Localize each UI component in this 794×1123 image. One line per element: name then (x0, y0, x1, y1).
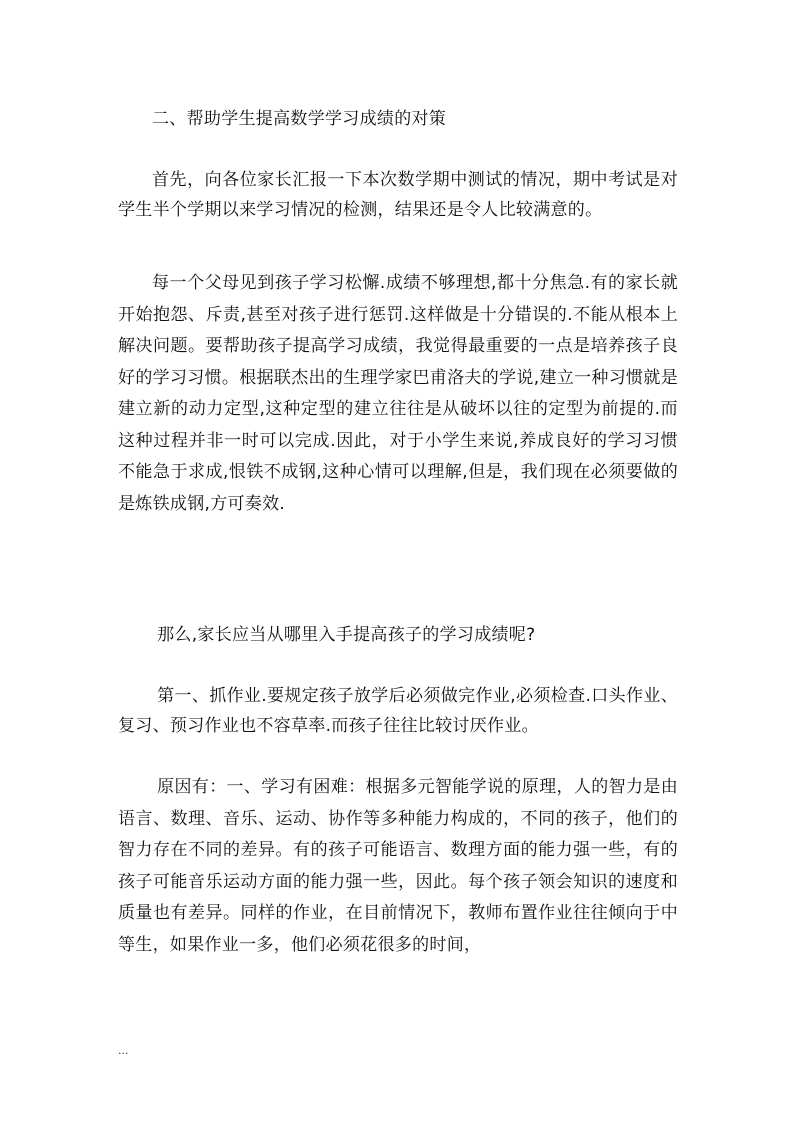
continuation-mark: ... (118, 1044, 129, 1057)
paragraph-habits: 每一个父母见到孩子学习松懈.成绩不够理想,都十分焦急.有的家长就开始抱怨、斥责,甚至对孩子进行惩罚.这样做是十分错误的.不能从根本上解决问题。要帮助孩子提高学习成绩，我觉得最重要的一点是培养孩子良好的学习习惯。根据联杰出的生理学家巴甫洛夫的学说,建立一种习惯就是建立新的动力定型,这种定型的建立往往是从破坏以往的定型为前提的.而这种过程并非一时可以完成.因此，对于小学生来说,养成良好的学习习惯不能急于求成,恨铁不成钢,这种心情可以理解,但是，我们现在必须要做的是炼铁成钢,方可奏效. (118, 273, 678, 514)
paragraph-intro: 首先，向各位家长汇报一下本次数学期中测试的情况，期中考试是对学生半个学期以来学习情况的检测，结果还是令人比较满意的。 (118, 170, 678, 220)
section-heading: 二、帮助学生提高数学学习成绩的对策 (152, 109, 447, 129)
paragraph-question: 那么,家长应当从哪里入手提高孩子的学习成绩呢? (157, 625, 536, 645)
paragraph-homework: 第一、抓作业.要规定孩子放学后必须做完作业,必须检查.口头作业、复习、预习作业也不容草率.而孩子往往比较讨厌作业。 (118, 686, 678, 736)
paragraph-reasons: 原因有：一、学习有困难：根据多元智能学说的原理，人的智力是由语言、数理、音乐、运动、协作等多种能力构成的，不同的孩子，他们的智力存在不同的差异。有的孩子可能语言、数理方面的能力强一些，有的孩子可能音乐运动方面的能力强一些，因此。每个孩子领会知识的速度和质量也有差异。同样的作业，在目前情况下，教师布置作业往往倾向于中等生，如果作业一多，他们必须花很多的时间， (118, 777, 678, 955)
